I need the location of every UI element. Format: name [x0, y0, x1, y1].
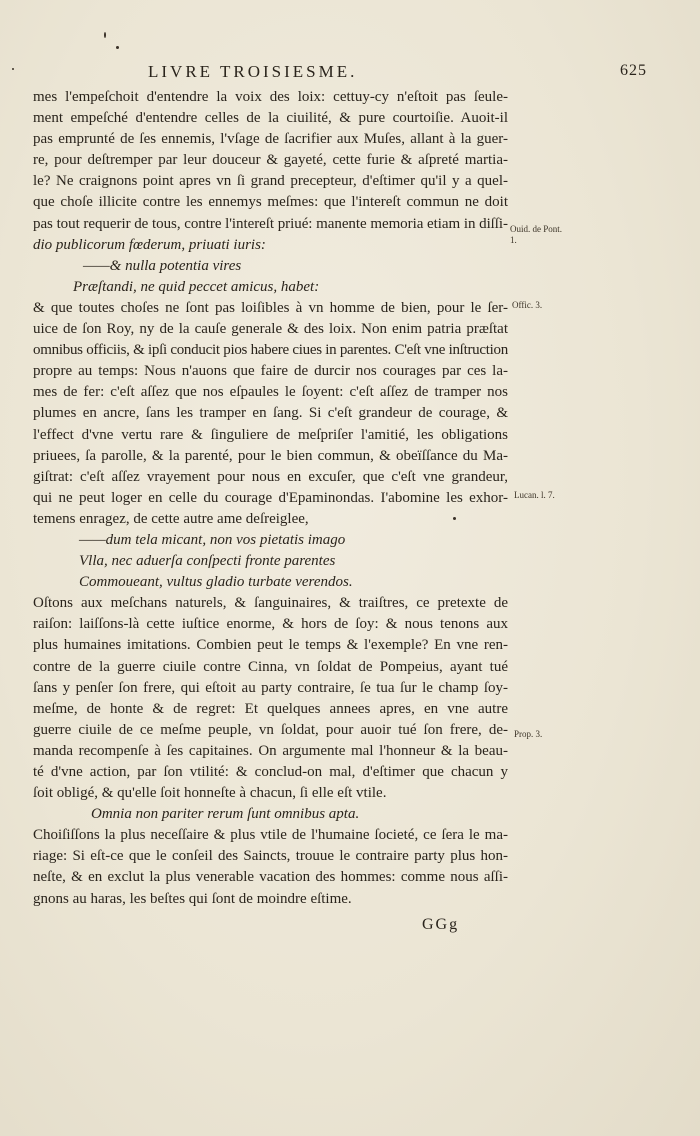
text-line: pas emprunté de ſes ennemis, l'vſage de ſacrifier aux Muſes, allant à la guer-: [33, 131, 508, 148]
body-text: [33, 87, 508, 910]
verse-line: Vlla, nec aduerſa conſpecti fronte parentes: [79, 553, 336, 570]
text-line: re, pour deſtremper par leur douceur & gayeté, cette furie & aſpreté martia-: [33, 152, 508, 169]
text-line: ſoit obligé, & qu'elle ſoit honneſte à chacun, ſi elle eſt vtile.: [33, 785, 387, 802]
text-line: gnons au haras, les beſtes qui ſont de moindre eſtime.: [33, 890, 352, 907]
verse-line: Præſtandi, ne quid peccet amicus, habet:: [73, 278, 320, 295]
text-line: Oſtons aux meſchans naturels, & ſanguinaires, & traiſtres, ce pretexte de: [33, 595, 508, 612]
text-line: mes de fer: c'eſt aſſez que nos eſpaules le ſoyent: c'eſt aſſez de tramper nos: [33, 384, 508, 401]
text-line: giſtrat: c'eſt aſſez vrayement pour nous en excuſer, que c'eſt vne grandeur,: [33, 468, 508, 485]
ink-speck: [12, 68, 14, 70]
text-line: le? Ne craignons point apres vn ſi grand precepteur, d'eſtimer qu'il y a quel-: [33, 173, 508, 190]
text-line: priuees, ſa parolle, & la parenté, pour le bien commun, & obeïſſance du Ma-: [33, 447, 508, 464]
text-line: pas tout requerir de tous, contre l'intereſt priué: manente memoria etiam in diſſi-: [33, 215, 508, 232]
text-line: plumes en ancre, ſans les tramper en ſang. Si c'eſt grandeur de courage, &: [33, 405, 508, 422]
verse-line: Omnia non pariter rerum ſunt omnibus apta.: [91, 806, 360, 823]
text-line: temens enragez, de cette autre ame deſreiglee,: [33, 510, 309, 527]
text-line: mes l'empeſchoit d'entendre la voix des loix: cettuy-cy n'eſtoit pas ſeule-: [33, 89, 508, 105]
text-line: l'effect d'vne vertu rare & ſinguliere de meſpriſer l'amitié, les obligations: [33, 426, 508, 443]
text-line: riage: Si eſt-ce que le conſeil des Saincts, trouue le contraire party plus hon-: [33, 848, 508, 865]
ink-speck: [116, 46, 119, 49]
signature-mark: GGg: [422, 916, 460, 933]
text-line: raiſon: laiſſons-là cette iuſtice enorme, & hors de ſoy: & nous tenons aux: [33, 616, 508, 633]
running-head: LIVRE TROISIESME.: [148, 62, 358, 81]
margin-note-offic: Offic. 3.: [512, 300, 543, 310]
margin-note-lucan: Lucan. l. 7.: [514, 490, 555, 500]
verse-line: Commoueant, vultus gladio turbate verendos.: [79, 574, 353, 591]
text-line: plus humaines imitations. Combien peut le temps & l'exemple? En vne ren-: [33, 637, 508, 654]
text-line: qui ne peut loger en celle du courage d'Epaminondas. I'abomine les exhor-: [33, 489, 508, 506]
text-line: meſme, de honte & de regret: Et quelques annees apres, en vne autre: [33, 700, 508, 717]
text-line: Choiſiſſons la plus neceſſaire & plus vtile de l'humaine ſocieté, ce ſera le ma-: [33, 827, 508, 844]
text-line: manda recompenſe à ſes capitaines. On argumente mal l'honneur & la beau-: [33, 742, 508, 759]
text-line: uice de ſon Roy, ny de la cauſe generale & des loix. Non enim patria præſtat: [33, 321, 508, 338]
page-number: 625: [620, 62, 647, 79]
text-line: contre de la guerre ciuile contre Cinna, vn ſoldat de Pompeius, ayant tué: [33, 658, 508, 675]
ink-speck: [104, 32, 106, 38]
text-line: propre au temps: Nous n'auons que faire de durcir nos courages par ces la-: [33, 363, 508, 380]
text-line: dio publicorum fœderum, priuati iuris:: [33, 236, 266, 253]
text-line: neſte, & en exclut la plus venerable vacation des hommes: comme nous aſſi-: [33, 869, 508, 886]
verse-line: ——& nulla potentia vires: [83, 257, 242, 274]
text-line: ment empeſché d'entendre celles de la ciuilité, & pure courtoiſie. Auoit-il: [33, 110, 508, 127]
text-line: omnibus officiis, & ipſi conducit pios habere ciues in parentes. C'eſt vne inſtruction: [33, 342, 508, 359]
margin-note-prop: Prop. 3.: [514, 729, 543, 739]
text-line: & que toutes choſes ne ſont pas loiſibles à vn homme de bien, pour le ſer-: [33, 299, 508, 316]
text-line: que choſe illicite contre les ennemys meſmes: que l'intereſt commun ne doit: [33, 194, 508, 211]
text-line: té d'vne action, par ſon vtilité: & conclud-on mal, d'eſtimer que chacun y: [33, 764, 508, 780]
text-line: ſans y penſer ſon frere, qui eſtoit au party contraire, ſe tua ſur le champ ſoy-: [33, 679, 508, 696]
margin-note-ovid: Ouid. de Pont. 1.: [510, 224, 563, 245]
verse-line: ——dum tela micant, non vos pietatis imago: [79, 531, 346, 548]
text-line: guerre ciuile de ce meſme peuple, vn ſoldat, pour auoir tué ſon frere, de-: [33, 721, 508, 738]
